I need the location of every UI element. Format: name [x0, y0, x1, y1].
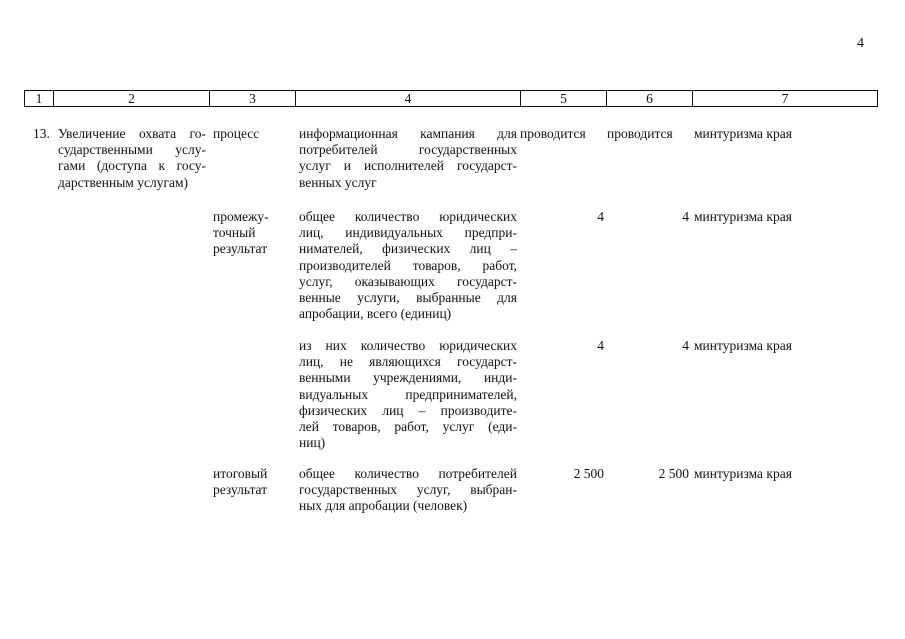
page-number: 4 [857, 36, 864, 51]
value-col6-final: 2 500 [658, 466, 689, 481]
stage-line: итоговый [213, 466, 268, 481]
indicator-line: видуальных предпринимателей, [299, 386, 517, 402]
stage-line: результат [213, 241, 268, 257]
indicator-line: потребителей государственных [299, 142, 517, 158]
header-col-5: 5 [521, 91, 607, 107]
indicator-line: услуг, оказывающих государст- [299, 273, 517, 289]
measure-name-line: гами (доступа к госу- [58, 158, 206, 174]
column-number-header [24, 90, 878, 107]
indicator-line: производителей товаров, работ, [299, 257, 517, 273]
indicator-line: общее количество потребителей [299, 466, 517, 481]
indicator-final [299, 466, 517, 515]
indicator-line: лиц, не являющихся государст- [299, 354, 517, 370]
indicator-intermediate-total [299, 209, 517, 322]
indicator-line: физических лиц – производите- [299, 402, 517, 418]
measure-name-line: дарственным услугам) [58, 174, 189, 190]
header-col-1: 1 [25, 91, 54, 107]
header-col-3: 3 [210, 91, 296, 107]
stage-line: процесс [213, 126, 260, 141]
indicator-line: услуг и исполнителей государст- [299, 158, 517, 174]
indicator-line: апробации, всего (единиц) [299, 306, 452, 322]
stage-line: точный [213, 225, 256, 241]
stage-line: результат [213, 482, 268, 498]
indicator-line: государственных услуг, выбран- [299, 482, 517, 498]
measure-name-line: Увеличение охвата го- [58, 126, 206, 141]
responsible-intermediate-nonstate: минтуризма края [694, 338, 792, 353]
indicator-line: нимателей, физических лиц – [299, 241, 517, 257]
indicator-line: общее количество юридических [299, 209, 517, 224]
indicator-line: венных услуг [299, 174, 377, 190]
indicator-line: из них количество юридических [299, 338, 517, 353]
indicator-line: информационная кампания для [299, 126, 517, 141]
value-col6-process: проводится [607, 126, 673, 141]
value-col5-intermediate-nonstate: 4 [597, 338, 604, 353]
responsible-process: минтуризма края [694, 126, 792, 141]
responsible-final: минтуризма края [694, 466, 792, 481]
indicator-intermediate-nonstate [299, 338, 517, 451]
stage-final [213, 466, 267, 498]
indicator-process [299, 126, 517, 191]
indicator-line: лиц, индивидуальных предпри- [299, 225, 517, 241]
stage-process [213, 126, 259, 142]
header-col-4: 4 [296, 91, 521, 107]
indicator-line: ниц) [299, 435, 326, 451]
measure-name [58, 126, 206, 191]
row-number: 13. [33, 126, 50, 141]
value-col5-final: 2 500 [573, 466, 604, 481]
indicator-line: венные услуги, выбранные для [299, 290, 517, 306]
header-col-6: 6 [607, 91, 693, 107]
stage-intermediate [213, 209, 269, 258]
measure-name-line: сударственными услу- [58, 142, 206, 158]
header-col-7: 7 [693, 91, 878, 107]
indicator-line: венными учреждениями, инди- [299, 370, 517, 386]
stage-line: промежу- [213, 209, 269, 224]
value-col5-process: проводится [520, 126, 586, 141]
value-col5-intermediate-total: 4 [597, 209, 604, 224]
header-col-2: 2 [54, 91, 210, 107]
value-col6-intermediate-nonstate: 4 [682, 338, 689, 353]
indicator-line: лей товаров, работ, услуг (еди- [299, 419, 517, 435]
indicator-line: ных для апробации (человек) [299, 498, 468, 514]
value-col6-intermediate-total: 4 [682, 209, 689, 224]
responsible-intermediate-total: минтуризма края [694, 209, 792, 224]
